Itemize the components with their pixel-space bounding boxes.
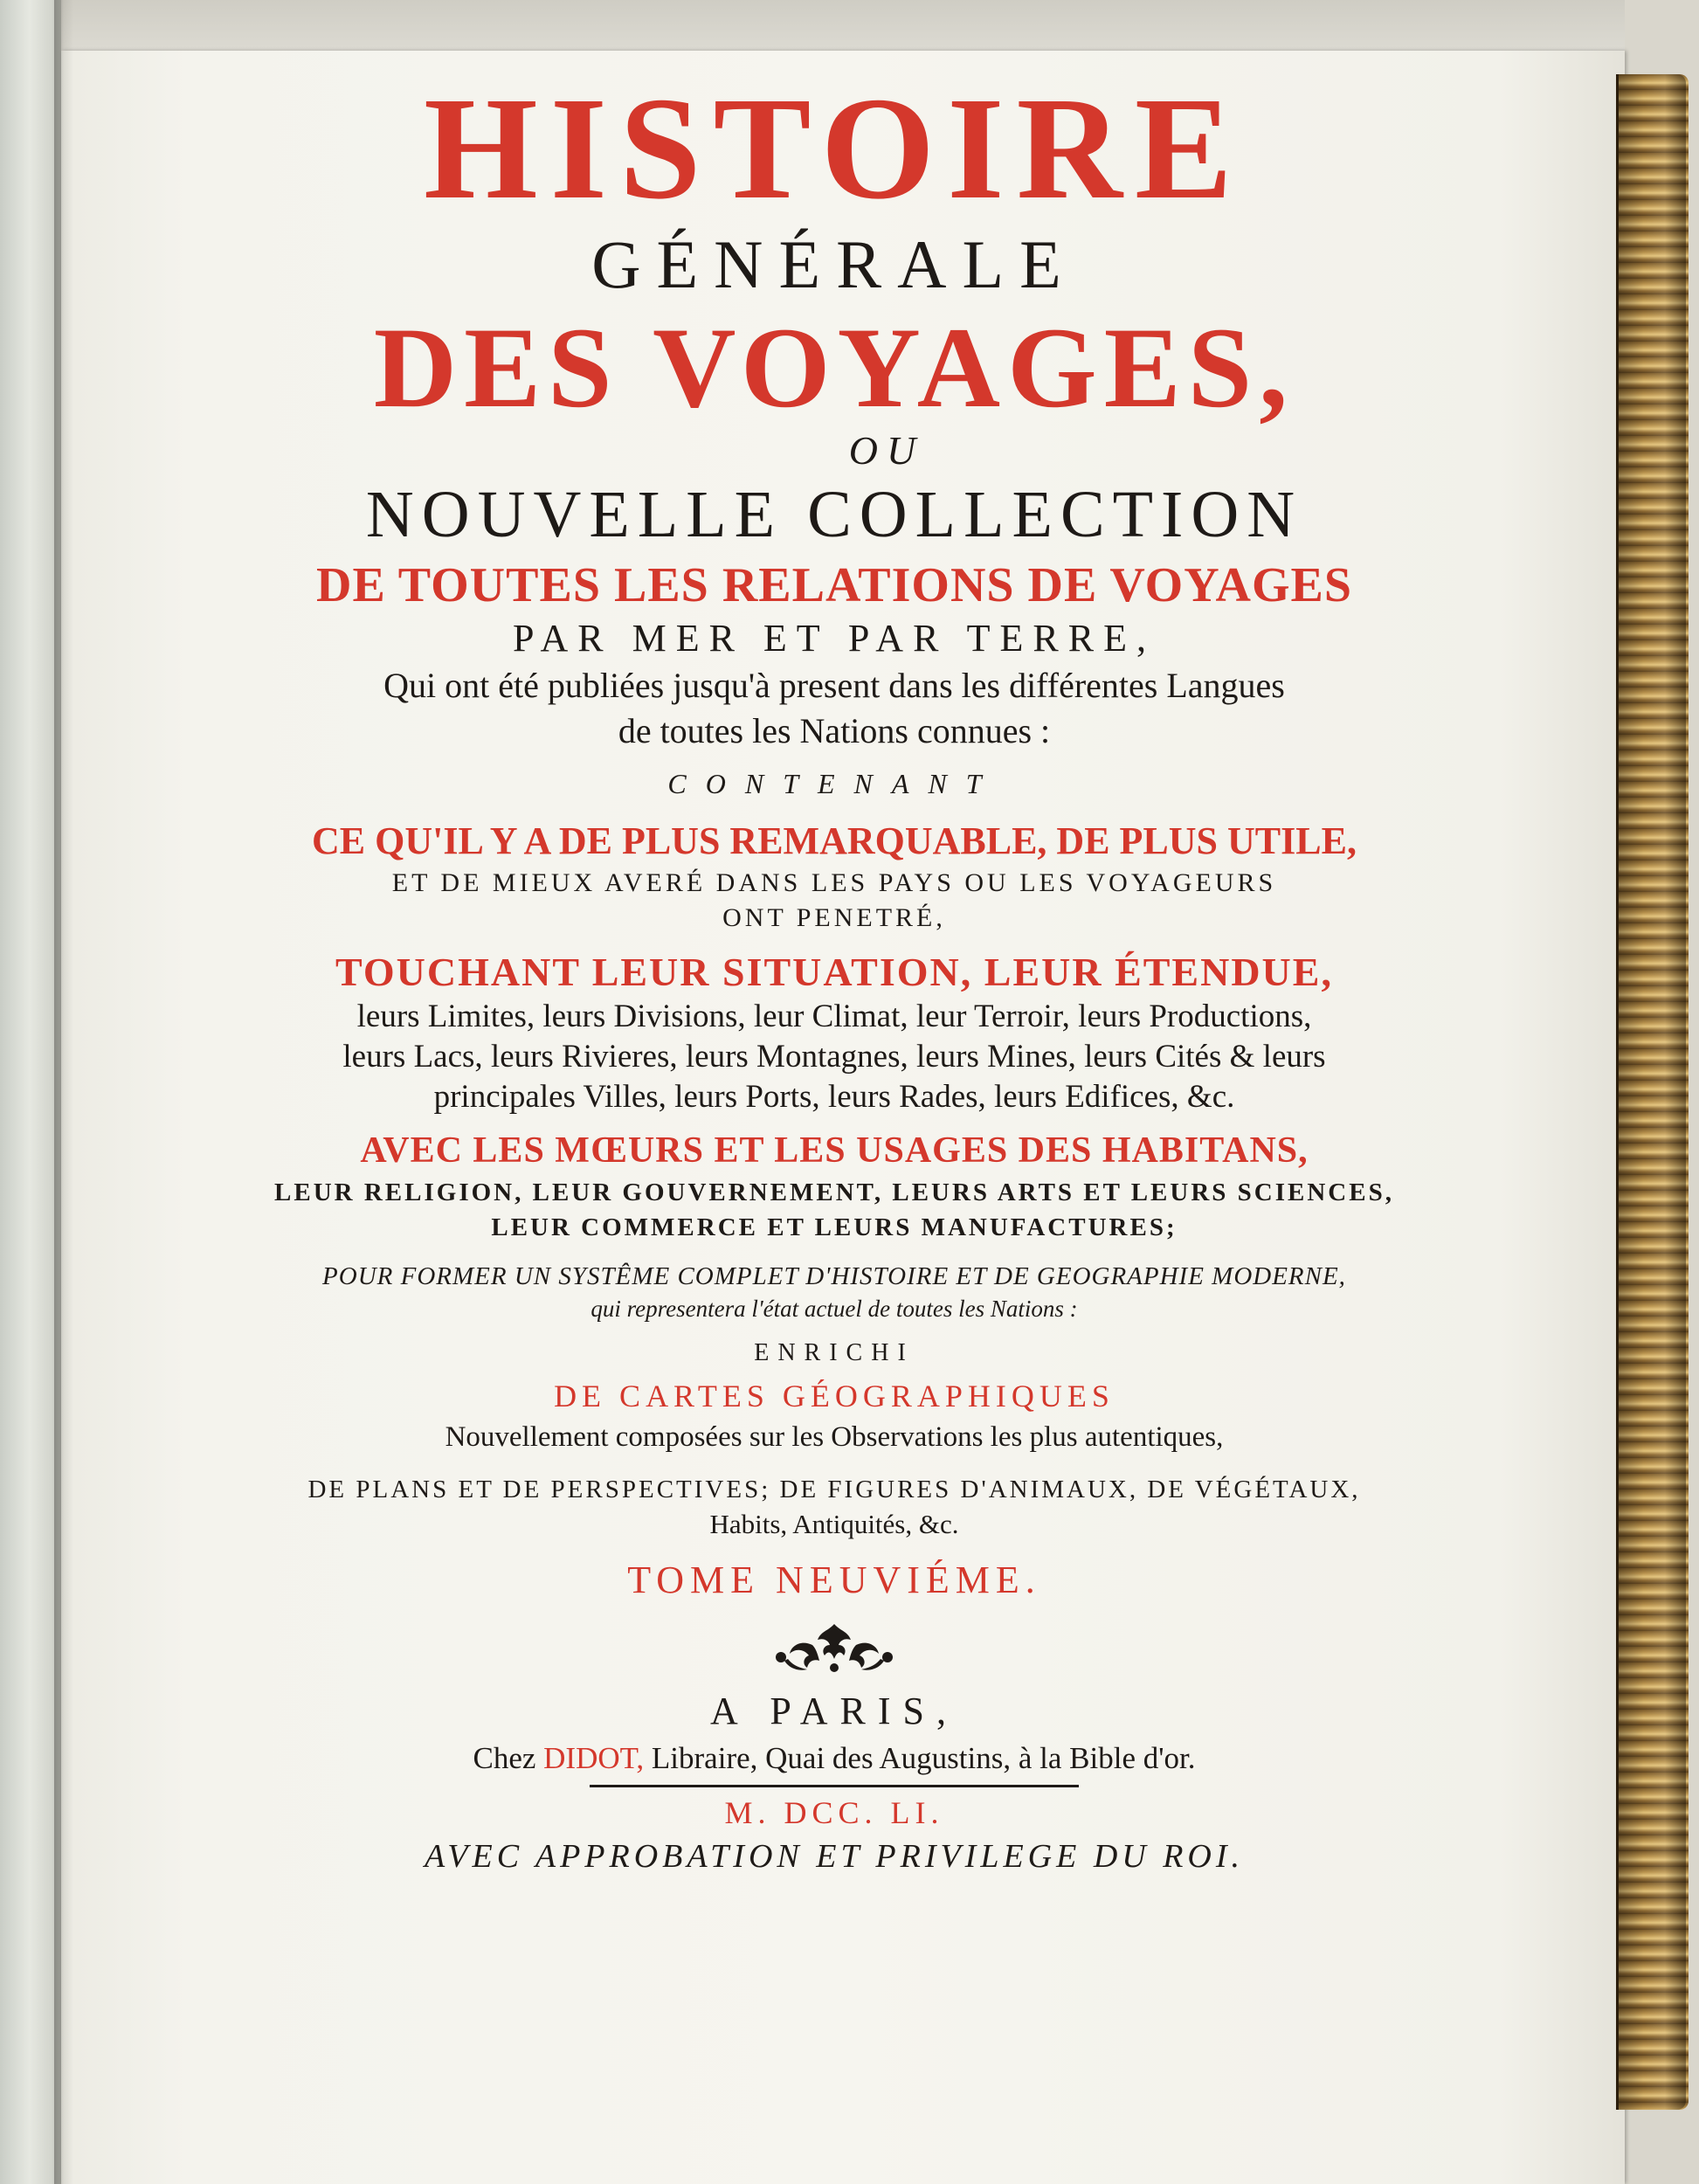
text-systeme: POUR FORMER UN SYSTÊME COMPLET D'HISTOIRE ET DE GEOGRAPHIE MODERNE, [322,1262,1346,1290]
imprint-date: M. DCC. LI. [724,1795,944,1830]
text-religion: LEUR RELIGION, LEUR GOUVERNEMENT, LEURS ARTS ET LEURS SCIENCES, [274,1178,1394,1206]
title-ou: OU [848,428,925,473]
imprint-chez: Chez [473,1741,536,1775]
text-publiees: Qui ont été publiées jusqu'à present dans les différentes Langues [383,666,1285,705]
printer-ornament-icon [769,1619,900,1676]
text-observations: Nouvellement composées sur les Observations les plus autentiques, [445,1421,1224,1453]
gutter-shadow [54,0,73,2184]
fore-edge-shade [1616,74,1686,2110]
text-lacs: leurs Lacs, leurs Rivieres, leurs Montagnes, leurs Mines, leurs Cités & leurs [342,1039,1326,1075]
subtitle-relations: DE TOUTES LES RELATIONS DE VOYAGES [316,558,1352,612]
title-nouvelle-collection: NOUVELLE COLLECTION [365,478,1303,551]
imprint-didot: DIDOT, [543,1741,645,1775]
text-avere: ET DE MIEUX AVERÉ DANS LES PAYS OU LES VOYAGEURS [391,868,1277,897]
volume-label: TOME NEUVIÉME. [627,1559,1041,1601]
text-enrichi: ENRICHI [754,1339,915,1366]
text-touchant: TOUCHANT LEUR SITUATION, LEUR ÉTENDUE, [335,950,1333,994]
text-commerce: LEUR COMMERCE ET LEURS MANUFACTURES; [491,1213,1178,1241]
text-moeurs: AVEC LES MŒURS ET LES USAGES DES HABITANS, [360,1130,1309,1171]
title-des-voyages: DES VOYAGES, [373,303,1295,432]
text-habits: Habits, Antiquités, &c. [709,1509,959,1539]
text-contenant: CONTENANT [667,768,1001,799]
text-nations-connues: de toutes les Nations connues : [618,711,1051,750]
title-text-block [253,67,1415,1979]
text-villes: principales Villes, leurs Ports, leurs Rades, leurs Edifices, &c. [433,1079,1235,1115]
page-top-shadow [61,0,1625,51]
text-penetre: ONT PENETRÉ, [722,903,946,932]
imprint-address: Libraire, Quai des Augustins, à la Bible d'or. [651,1741,1196,1775]
imprint-rule [590,1785,1079,1787]
text-remarquable: CE QU'IL Y A DE PLUS REMARQUABLE, DE PLUS UTILE, [312,819,1357,862]
text-limites: leurs Limites, leurs Divisions, leur Climat, leur Terroir, leurs Productions, [356,999,1312,1034]
title-generale: GÉNÉRALE [591,226,1077,302]
imprint-approbation: AVEC APPROBATION ET PRIVILEGE DU ROI. [424,1838,1245,1875]
text-plans: DE PLANS ET DE PERSPECTIVES; DE FIGURES D'ANIMAUX, DE VÉGÉTAUX, [307,1476,1361,1503]
imprint-publisher [253,1738,1415,1780]
main-title: HISTOIRE [424,67,1245,230]
text-etat-actuel: qui representera l'état actuel de toutes les Nations : [591,1296,1078,1322]
imprint-city: A PARIS, [709,1690,959,1732]
subtitle-par-mer: PAR MER ET PAR TERRE, [513,617,1156,660]
text-cartes: DE CARTES GÉOGRAPHIQUES [554,1379,1115,1413]
